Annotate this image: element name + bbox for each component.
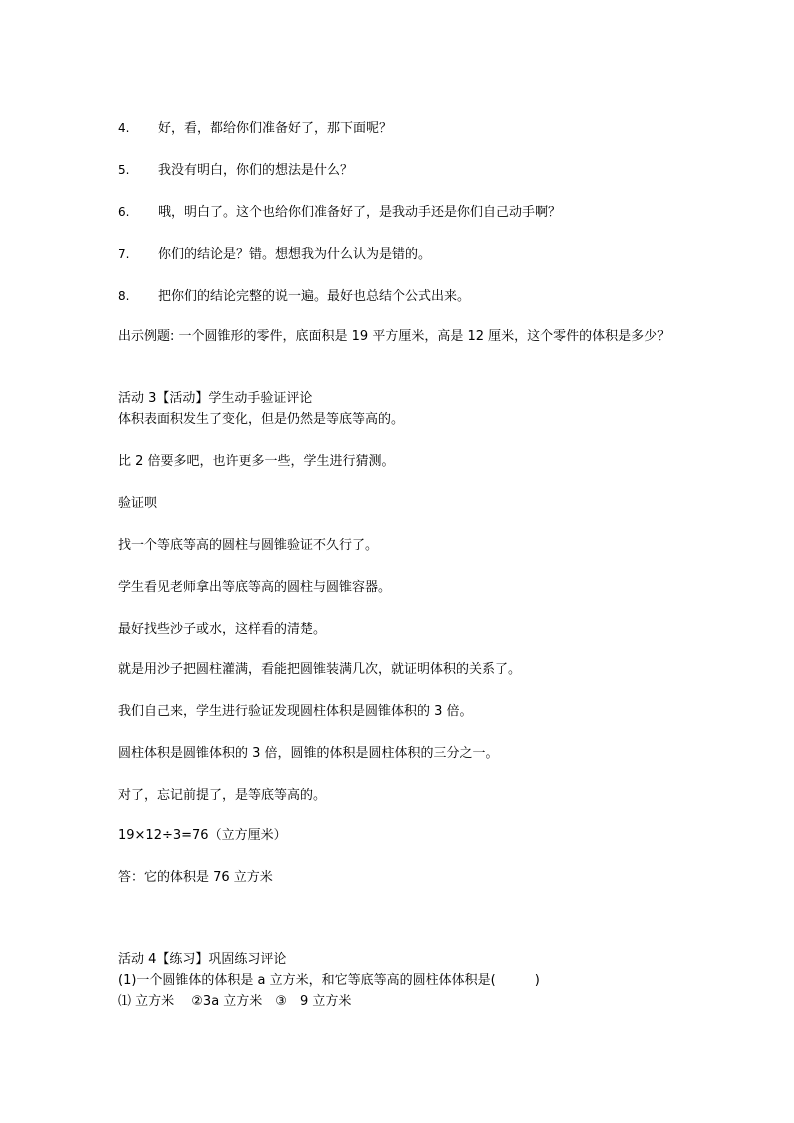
- example-problem: 出示例题: 一个圆锥形的零件，底面积是 19 平方厘米，高是 12 厘米，这个零件的体积是多少？: [118, 329, 671, 344]
- paragraph: 圆柱体积是圆锥体积的 3 倍，圆锥的体积是圆柱体积的三分之一。: [118, 746, 499, 761]
- paragraph: 比 2 倍要多吧，也许更多一些，学生进行猜测。: [118, 454, 395, 469]
- item-text: 好，看，都给你们准备好了，那下面呢？: [158, 121, 393, 136]
- item-text: 我没有明白，你们的想法是什么？: [158, 163, 354, 178]
- answer-options: ⑴ 立方米 ②3a 立方米 ③ 9 立方米: [118, 994, 352, 1009]
- list-item: [118, 244, 431, 265]
- formula: 19×12÷3=76（立方厘米）: [118, 828, 287, 843]
- list-item: [118, 160, 353, 181]
- paragraph: 最好找些沙子或水，这样看的清楚。: [118, 622, 327, 637]
- list-item: [118, 202, 561, 223]
- item-text: 把你们的结论完整的说一遍。最好也总结个公式出来。: [158, 289, 471, 304]
- list-item: [118, 118, 392, 139]
- item-number: 8.: [118, 289, 130, 303]
- activity3-heading: 活动 3【活动】学生动手验证评论: [118, 391, 313, 406]
- paragraph: 我们自己来，学生进行验证发现圆柱体积是圆锥体积的 3 倍。: [118, 704, 473, 719]
- question: (1)一个圆锥体的体积是 a 立方米，和它等底等高的圆柱体体积是( ): [118, 973, 540, 988]
- paragraph: 验证呗: [118, 496, 158, 511]
- item-text: 哦，明白了。这个也给你们准备好了，是我动手还是你们自己动手啊？: [158, 205, 562, 220]
- paragraph: 学生看见老师拿出等底等高的圆柱与圆锥容器。: [118, 580, 392, 595]
- paragraph: 对了，忘记前提了，是等底等高的。: [118, 788, 327, 803]
- item-number: 6.: [118, 205, 130, 219]
- item-number: 4.: [118, 121, 130, 135]
- activity4-heading: 活动 4【练习】巩固练习评论: [118, 952, 287, 967]
- item-number: 5.: [118, 163, 130, 177]
- paragraph: 找一个等底等高的圆柱与圆锥验证不久行了。: [118, 538, 379, 553]
- item-text: 你们的结论是？错。想想我为什么认为是错的。: [158, 247, 432, 262]
- paragraph: 体积表面积发生了变化，但是仍然是等底等高的。: [118, 412, 405, 427]
- item-number: 7.: [118, 247, 130, 261]
- paragraph: 就是用沙子把圆柱灌满，看能把圆锥装满几次，就证明体积的关系了。: [118, 662, 522, 677]
- list-item: [118, 286, 470, 307]
- answer: 答：它的体积是 76 立方米: [118, 870, 273, 885]
